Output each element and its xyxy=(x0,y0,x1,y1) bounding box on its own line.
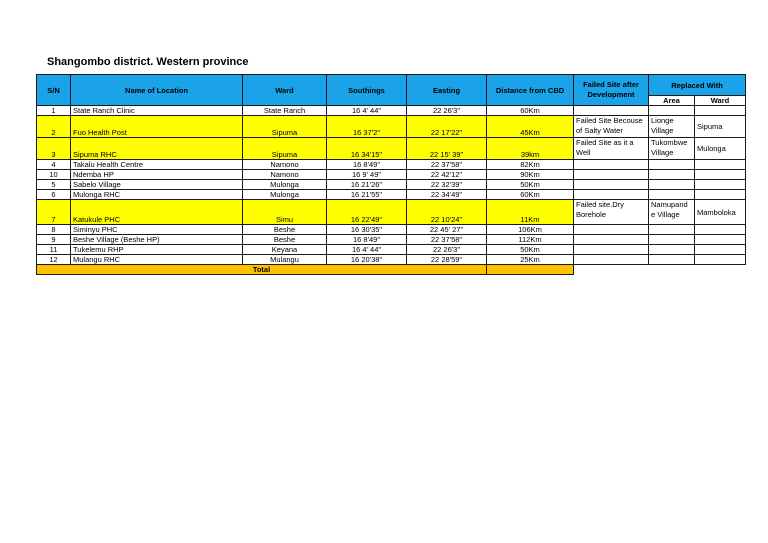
cell-failed-site: Failed Site as it a Well xyxy=(574,138,649,160)
cell-replaced-ward xyxy=(695,225,746,235)
table-row xyxy=(37,225,746,235)
cell-failed-site xyxy=(574,106,649,116)
cell-sn: 6 xyxy=(37,190,71,200)
table-row xyxy=(37,200,746,225)
cell-easting: 22 32'39" xyxy=(407,180,487,190)
cell-distance: 82Km xyxy=(487,160,574,170)
header-name: Name of Location xyxy=(71,75,243,106)
cell-ward: Mulonga xyxy=(243,190,327,200)
total-blank xyxy=(574,265,746,275)
cell-area xyxy=(649,160,695,170)
cell-replaced-ward: Mulonga xyxy=(695,138,746,160)
cell-failed-site xyxy=(574,190,649,200)
cell-sn: 3 xyxy=(37,138,71,160)
cell-sn: 5 xyxy=(37,180,71,190)
table-row xyxy=(37,170,746,180)
cell-area xyxy=(649,225,695,235)
cell-sn: 7 xyxy=(37,200,71,225)
cell-area: Tukombwe Village xyxy=(649,138,695,160)
cell-distance: 112Km xyxy=(487,235,574,245)
cell-replaced-ward xyxy=(695,255,746,265)
cell-ward: Beshe xyxy=(243,225,327,235)
cell-sn: 2 xyxy=(37,116,71,138)
cell-distance: 50Km xyxy=(487,245,574,255)
header-ward: Ward xyxy=(243,75,327,106)
table-row xyxy=(37,160,746,170)
cell-failed-site xyxy=(574,180,649,190)
cell-ward: Simu xyxy=(243,200,327,225)
table-row xyxy=(37,106,746,116)
cell-name: Takalu Health Centre xyxy=(71,160,243,170)
header-easting: Easting xyxy=(407,75,487,106)
total-value xyxy=(487,265,574,275)
cell-easting: 22 42'12" xyxy=(407,170,487,180)
cell-name: Mulangu RHC xyxy=(71,255,243,265)
cell-sn: 8 xyxy=(37,225,71,235)
total-label: Total xyxy=(37,265,487,275)
cell-ward: Beshe xyxy=(243,235,327,245)
cell-replaced-ward xyxy=(695,235,746,245)
cell-area xyxy=(649,235,695,245)
header-sn: S/N xyxy=(37,75,71,106)
cell-easting: 22 37'58" xyxy=(407,160,487,170)
table-row xyxy=(37,180,746,190)
cell-failed-site: Failed site.Dry Borehole xyxy=(574,200,649,225)
cell-ward: Mulangu xyxy=(243,255,327,265)
cell-distance: 11Km xyxy=(487,200,574,225)
cell-easting: 22 10'24" xyxy=(407,200,487,225)
cell-sn: 12 xyxy=(37,255,71,265)
cell-area xyxy=(649,106,695,116)
cell-southings: 16 21'26" xyxy=(327,180,407,190)
cell-ward: Sipuma xyxy=(243,138,327,160)
cell-easting: 22 37'58" xyxy=(407,235,487,245)
table-row xyxy=(37,245,746,255)
cell-distance: 50Km xyxy=(487,180,574,190)
cell-southings: 16 4' 44" xyxy=(327,245,407,255)
cell-southings: 16 37'2" xyxy=(327,116,407,138)
cell-easting: 22 26'3" xyxy=(407,245,487,255)
cell-failed-site xyxy=(574,245,649,255)
table-row xyxy=(37,255,746,265)
cell-southings: 16 34'15" xyxy=(327,138,407,160)
cell-area xyxy=(649,190,695,200)
cell-name: Beshe Village (Beshe HP) xyxy=(71,235,243,245)
cell-sn: 10 xyxy=(37,170,71,180)
cell-failed-site xyxy=(574,225,649,235)
cell-replaced-ward xyxy=(695,160,746,170)
cell-sn: 4 xyxy=(37,160,71,170)
cell-area xyxy=(649,180,695,190)
cell-area xyxy=(649,255,695,265)
cell-distance: 90Km xyxy=(487,170,574,180)
table-row xyxy=(37,138,746,160)
cell-replaced-ward xyxy=(695,180,746,190)
locations-table xyxy=(36,74,746,275)
header-replaced-ward: Ward xyxy=(695,96,746,106)
cell-easting: 22 17'22" xyxy=(407,116,487,138)
cell-replaced-ward xyxy=(695,106,746,116)
header-distance: Distance from CBD xyxy=(487,75,574,106)
cell-southings: 16 30'35" xyxy=(327,225,407,235)
cell-failed-site xyxy=(574,170,649,180)
cell-easting: 22 45' 27" xyxy=(407,225,487,235)
cell-replaced-ward: Mamboloka xyxy=(695,200,746,225)
cell-area: Namupand e Village xyxy=(649,200,695,225)
cell-name: Fuo Health Post xyxy=(71,116,243,138)
cell-replaced-ward xyxy=(695,170,746,180)
cell-southings: 16 8'49" xyxy=(327,160,407,170)
cell-ward: Namono xyxy=(243,170,327,180)
cell-replaced-ward xyxy=(695,190,746,200)
cell-sn: 1 xyxy=(37,106,71,116)
cell-failed-site xyxy=(574,235,649,245)
cell-name: Sipuma RHC xyxy=(71,138,243,160)
cell-ward: Namono xyxy=(243,160,327,170)
cell-distance: 106Km xyxy=(487,225,574,235)
table-row xyxy=(37,235,746,245)
cell-replaced-ward: Sipuma xyxy=(695,116,746,138)
cell-name: Mulonga RHC xyxy=(71,190,243,200)
header-area: Area xyxy=(649,96,695,106)
cell-easting: 22 15' 39" xyxy=(407,138,487,160)
cell-ward: State Ranch xyxy=(243,106,327,116)
cell-area xyxy=(649,245,695,255)
cell-ward: Mulonga xyxy=(243,180,327,190)
cell-failed-site xyxy=(574,160,649,170)
cell-sn: 11 xyxy=(37,245,71,255)
table-row xyxy=(37,116,746,138)
cell-distance: 60Km xyxy=(487,106,574,116)
cell-easting: 22 26'3" xyxy=(407,106,487,116)
cell-name: State Ranch Clinic xyxy=(71,106,243,116)
cell-area xyxy=(649,170,695,180)
cell-failed-site xyxy=(574,255,649,265)
cell-name: Sabelo Village xyxy=(71,180,243,190)
header-replaced-with: Replaced With xyxy=(649,75,746,96)
cell-easting: 22 28'59" xyxy=(407,255,487,265)
cell-ward: Keyana xyxy=(243,245,327,255)
cell-area: Lionge Village xyxy=(649,116,695,138)
table-row xyxy=(37,190,746,200)
header-southings: Southings xyxy=(327,75,407,106)
cell-distance: 25Km xyxy=(487,255,574,265)
cell-name: Katukule PHC xyxy=(71,200,243,225)
cell-replaced-ward xyxy=(695,245,746,255)
header-failed-site: Failed Site after Development xyxy=(574,75,649,106)
cell-southings: 16 4' 44" xyxy=(327,106,407,116)
cell-sn: 9 xyxy=(37,235,71,245)
cell-southings: 16 8'49" xyxy=(327,235,407,245)
cell-southings: 16 21'55" xyxy=(327,190,407,200)
cell-southings: 16 9' 49" xyxy=(327,170,407,180)
cell-name: Ndemba HP xyxy=(71,170,243,180)
cell-failed-site: Failed Site Becouse of Salty Water xyxy=(574,116,649,138)
cell-name: Tukelemu RHP xyxy=(71,245,243,255)
cell-distance: 39km xyxy=(487,138,574,160)
cell-southings: 16 20'38" xyxy=(327,255,407,265)
total-row xyxy=(37,265,746,275)
cell-ward: Sipuma xyxy=(243,116,327,138)
cell-distance: 60Km xyxy=(487,190,574,200)
cell-southings: 16 22'49" xyxy=(327,200,407,225)
cell-easting: 22 34'49" xyxy=(407,190,487,200)
cell-distance: 45Km xyxy=(487,116,574,138)
cell-name: Siminyu PHC xyxy=(71,225,243,235)
document-title: Shangombo district. Western province xyxy=(47,56,249,68)
